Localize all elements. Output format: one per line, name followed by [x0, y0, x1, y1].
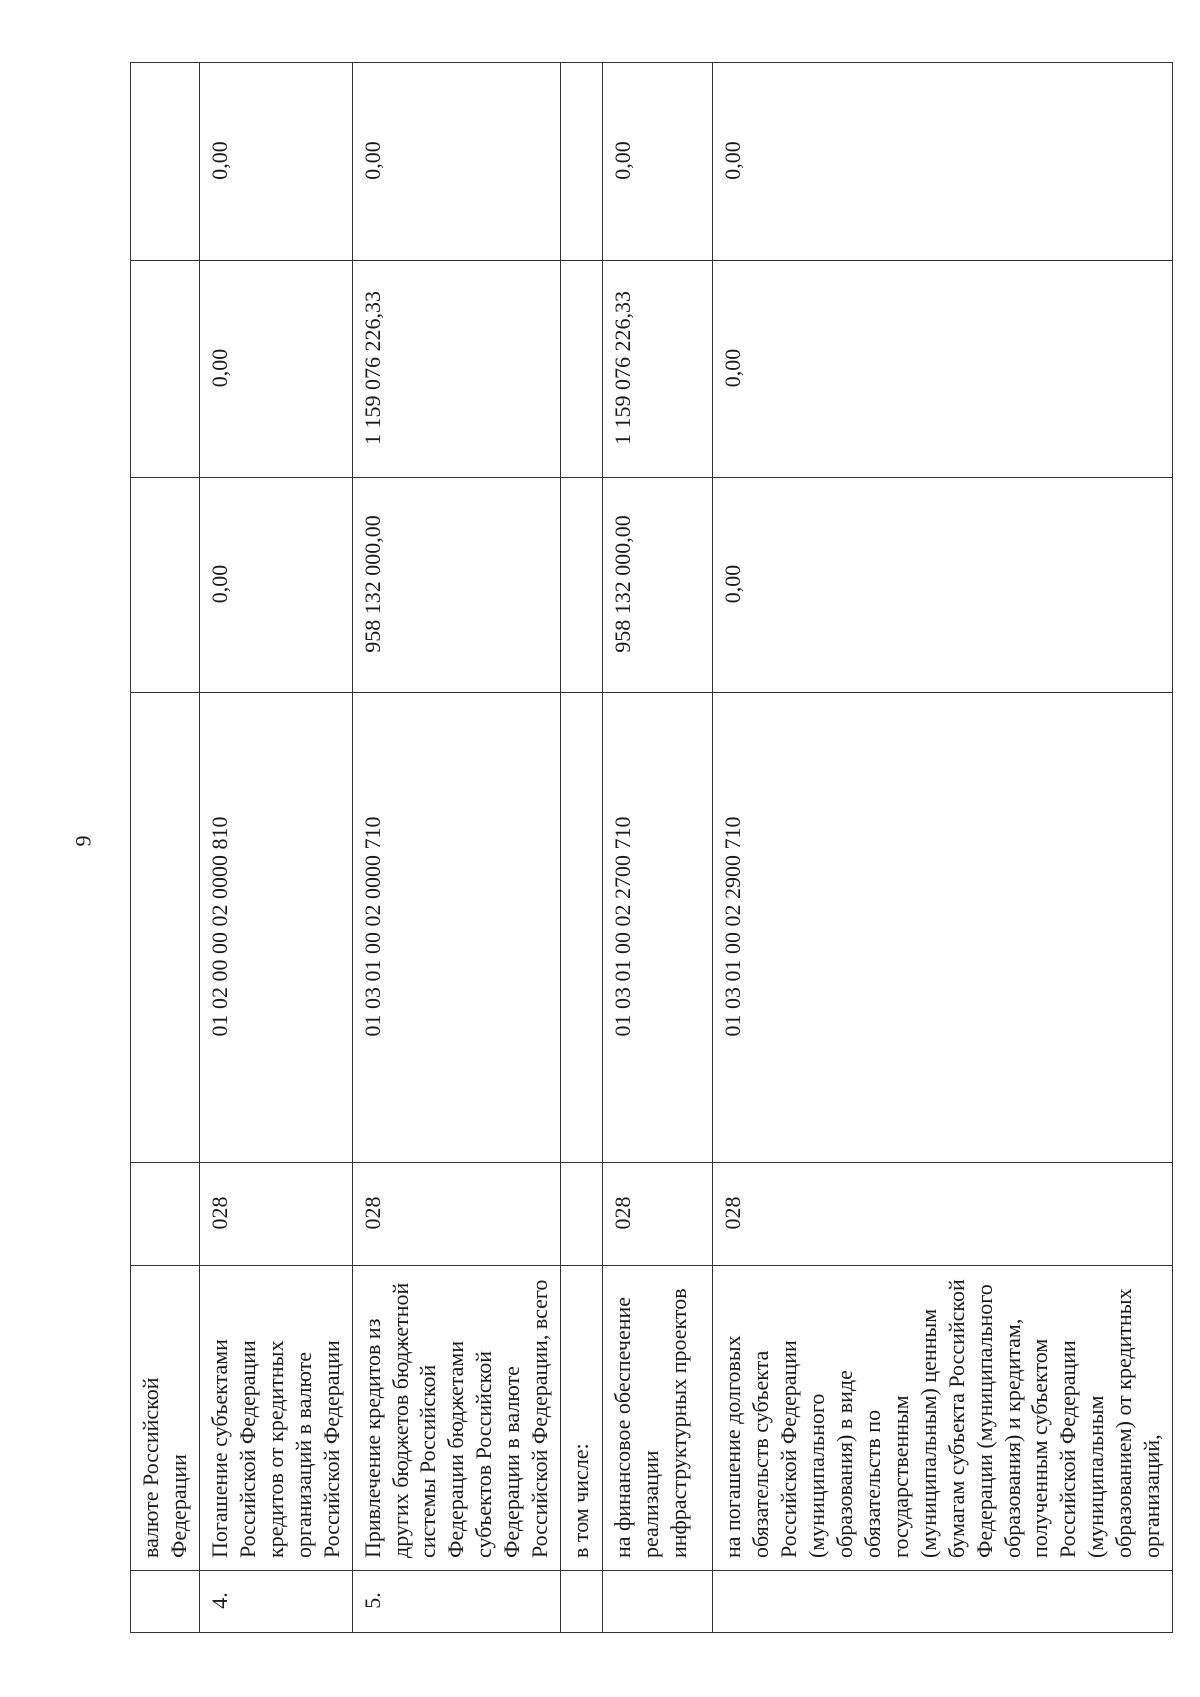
amount-year-3: 0,00 [603, 63, 713, 261]
amount-year-3: 0,00 [199, 63, 352, 261]
amount-year-1: 0,00 [199, 478, 352, 693]
budget-classification-code: 01 02 00 00 02 0000 810 [199, 693, 352, 1163]
admin-code: 028 [603, 1163, 713, 1266]
amount-year-2: 1 159 076 226,33 [352, 261, 561, 478]
budget-classification-code: 01 03 01 00 02 2900 710 [713, 693, 1173, 1163]
admin-code: 028 [713, 1163, 1173, 1266]
row-description: Привлечение кредитов из других бюджетов бюджетной системы Российской Федерации бюджетами субъектов Российской Федерации в валюте Российской Федерации, всего [352, 1266, 561, 1571]
table-row-continuation [131, 63, 200, 1633]
amount-year-3: 0,00 [713, 63, 1173, 261]
amount-year-1: 958 132 000,00 [603, 478, 713, 693]
amount-year-2: 1 159 076 226,33 [603, 261, 713, 478]
amount-year-2 [561, 261, 603, 478]
admin-code: 028 [199, 1163, 352, 1266]
budget-sources-table [130, 62, 1173, 1633]
row-number [131, 1571, 200, 1633]
amount-year-2: 0,00 [199, 261, 352, 478]
row-number [603, 1571, 713, 1633]
budget-classification-code [131, 693, 200, 1163]
amount-year-2: 0,00 [713, 261, 1173, 478]
row-description: Погашение субъектами Российской Федерации кредитов от кредитных организаций в валюте Российской Федерации [199, 1266, 352, 1571]
budget-classification-code [561, 693, 603, 1163]
row-number: 5. [352, 1571, 561, 1633]
admin-code: 028 [352, 1163, 561, 1266]
row-description: в том числе: [561, 1266, 603, 1571]
amount-year-1: 958 132 000,00 [352, 478, 561, 693]
admin-code [561, 1163, 603, 1266]
row-number [713, 1571, 1173, 1633]
budget-table-frame [130, 63, 1165, 1633]
amount-year-3: 0,00 [352, 63, 561, 261]
table-row [603, 63, 713, 1633]
amount-year-3 [131, 63, 200, 261]
admin-code [131, 1163, 200, 1266]
amount-year-1: 0,00 [713, 478, 1173, 693]
amount-year-2 [131, 261, 200, 478]
row-description: на погашение долговых обязательств субъекта Российской Федерации (муниципального образования) в виде обязательств по государственным (муниципальным) ценным бумагам субъекта Российской Федерации (муниципального образования) и кредитам, полученным субъектом Российской Федерации (муниципальным образованием) от кредитных организаций, [713, 1266, 1173, 1571]
table-row [713, 63, 1173, 1633]
row-description: на финансовое обеспечение реализации инфраструктурных проектов [603, 1266, 713, 1571]
amount-year-1 [561, 478, 603, 693]
amount-year-1 [131, 478, 200, 693]
row-number [561, 1571, 603, 1633]
row-number: 4. [199, 1571, 352, 1633]
budget-classification-code: 01 03 01 00 02 0000 710 [352, 693, 561, 1163]
amount-year-3 [561, 63, 603, 261]
table-row [352, 63, 561, 1633]
table-row-subheading [561, 63, 603, 1633]
budget-classification-code: 01 03 01 00 02 2700 710 [603, 693, 713, 1163]
row-description: валюте Российской Федерации [131, 1266, 200, 1571]
page-number: 9 [70, 835, 96, 847]
table-row [199, 63, 352, 1633]
